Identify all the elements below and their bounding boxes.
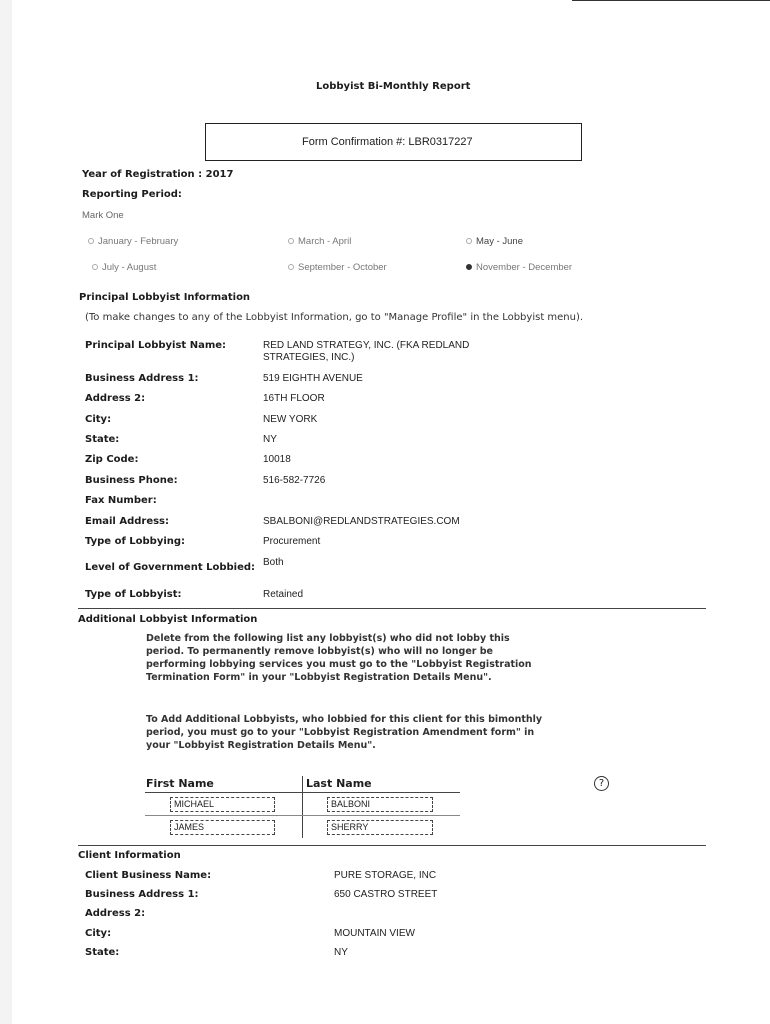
principal-name-value: RED LAND STRATEGY, INC. (FKA REDLAND STRATEGIES, INC.) — [263, 340, 470, 363]
period-mar-apr[interactable]: March - April — [288, 236, 351, 247]
state-value: NY — [263, 434, 277, 445]
first-name-input[interactable]: MICHAEL — [170, 797, 275, 812]
confirmation-number: Form Confirmation #: LBR0317227 — [302, 136, 473, 148]
lobbying-type-label: Type of Lobbying: — [85, 536, 186, 547]
radio-icon[interactable] — [288, 238, 294, 244]
last-name-input[interactable]: BALBONI — [327, 797, 433, 812]
help-icon[interactable]: ? — [594, 776, 609, 791]
client-address-value: 650 CASTRO STREET — [334, 889, 438, 900]
section-divider — [78, 608, 706, 609]
lobbying-type-value: Procurement — [263, 536, 321, 547]
business-address-label: Business Address 1: — [85, 373, 199, 384]
client-name-value: PURE STORAGE, INC — [334, 870, 437, 881]
zip-value: 10018 — [263, 454, 291, 465]
client-city-value: MOUNTAIN VIEW — [334, 928, 415, 939]
radio-icon[interactable] — [466, 238, 472, 244]
client-state-label: State: — [85, 947, 120, 958]
first-name-input[interactable]: JAMES — [170, 820, 275, 835]
radio-icon[interactable] — [92, 264, 98, 270]
email-label: Email Address: — [85, 516, 170, 527]
lobbyist-type-label: Type of Lobbyist: — [85, 589, 182, 600]
client-city-label: City: — [85, 928, 112, 939]
confirmation-box — [205, 123, 582, 161]
year-of-registration: Year of Registration : 2017 — [82, 169, 234, 180]
government-level-value: Both — [263, 557, 284, 568]
period-sep-oct[interactable]: September - October — [288, 262, 387, 273]
last-name-input[interactable]: SHERRY — [327, 820, 433, 835]
client-address-label: Business Address 1: — [85, 889, 199, 900]
radio-selected-icon[interactable] — [466, 264, 472, 270]
reporting-period-label: Reporting Period: — [82, 189, 182, 200]
principal-name-label: Principal Lobbyist Name: — [85, 340, 227, 351]
add-instructions: To Add Additional Lobbyists, who lobbied for this client for this bimonthly period, you must go to your "Lobbyist Registration Amendment form" in your "Lobbyist Registration Details Menu". — [146, 714, 543, 751]
first-name-header: First Name — [146, 777, 214, 790]
address2-value: 16TH FLOOR — [263, 393, 325, 404]
client-name-label: Client Business Name: — [85, 870, 212, 881]
additional-heading: Additional Lobbyist Information — [78, 614, 258, 625]
period-jan-feb[interactable]: January - February — [88, 236, 178, 247]
state-label: State: — [85, 434, 120, 445]
principal-heading: Principal Lobbyist Information — [79, 292, 251, 303]
scan-top-line — [572, 0, 770, 1]
section-divider — [78, 845, 706, 846]
zip-label: Zip Code: — [85, 454, 139, 465]
phone-value: 516-582-7726 — [263, 475, 326, 486]
email-value: SBALBONI@REDLANDSTRATEGIES.COM — [263, 516, 460, 527]
radio-icon[interactable] — [88, 238, 94, 244]
city-value: NEW YORK — [263, 414, 318, 425]
city-label: City: — [85, 414, 112, 425]
client-heading: Client Information — [78, 850, 181, 861]
period-nov-dec[interactable]: November - December — [466, 262, 572, 273]
principal-note: (To make changes to any of the Lobbyist Information, go to "Manage Profile" in the Lobbyist menu). — [85, 312, 584, 323]
last-name-header: Last Name — [306, 777, 372, 790]
delete-instructions: Delete from the following list any lobbyist(s) who did not lobby this period. To permanently remove lobbyist(s) who will no longer be performing lobbying services you must go to the "Lobbyist Registration Termination Form" in your "Lobbyist Registration Details Menu". — [146, 633, 532, 683]
table-column-divider — [302, 776, 303, 838]
report-title: Lobbyist Bi-Monthly Report — [316, 81, 471, 92]
period-jul-aug[interactable]: July - August — [92, 262, 156, 273]
phone-label: Business Phone: — [85, 475, 178, 486]
address2-label: Address 2: — [85, 393, 146, 404]
mark-one-label: Mark One — [82, 210, 124, 221]
table-row-rule — [145, 815, 460, 816]
government-level-label: Level of Government Lobbied: — [85, 562, 256, 573]
client-state-value: NY — [334, 947, 348, 958]
business-address-value: 519 EIGHTH AVENUE — [263, 373, 363, 384]
fax-label: Fax Number: — [85, 495, 157, 506]
radio-icon[interactable] — [288, 264, 294, 270]
lobbyist-type-value: Retained — [263, 589, 304, 600]
period-may-jun[interactable]: May - June — [466, 236, 523, 247]
scan-edge — [0, 0, 12, 1024]
client-address2-label: Address 2: — [85, 908, 146, 919]
